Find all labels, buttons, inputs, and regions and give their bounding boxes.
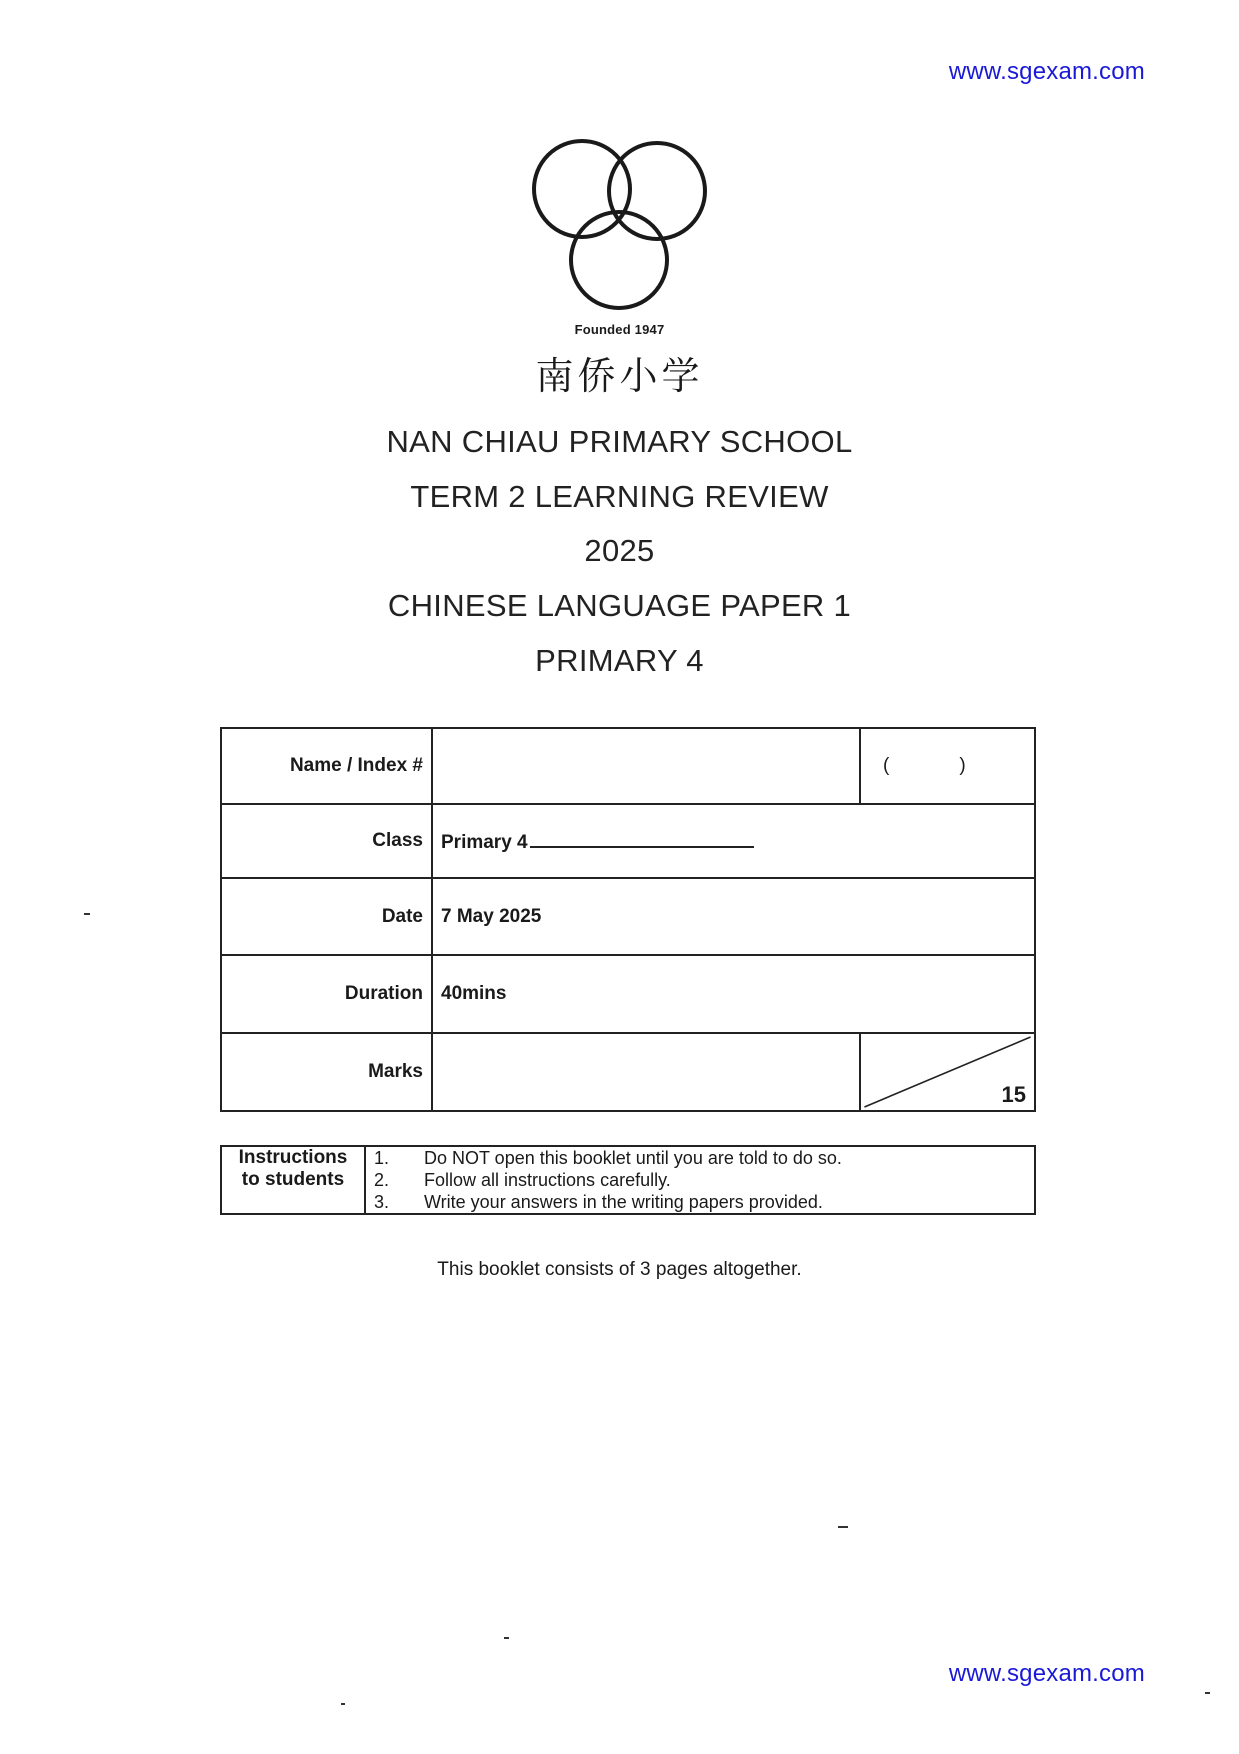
instruction-item — [374, 1147, 1034, 1169]
instructions-heading — [221, 1146, 365, 1214]
instructions-heading-line1: Instructions — [238, 1147, 348, 1168]
instruction-item — [374, 1191, 1034, 1213]
instruction-number: 3. — [374, 1192, 390, 1212]
page-count-note: This booklet consists of 3 pages altogether. — [437, 1259, 802, 1280]
instruction-text: Do NOT open this booklet until you are told to do so. — [424, 1148, 842, 1168]
scan-speck — [341, 1703, 345, 1705]
school-chinese-name: 南侨小学 — [535, 354, 704, 398]
marks-total: 15 — [1001, 1082, 1026, 1107]
instruction-number: 1. — [374, 1148, 390, 1168]
instruction-text: Write your answers in the writing papers provided. — [424, 1192, 823, 1212]
instructions-list — [365, 1146, 1035, 1214]
instructions-table — [220, 1145, 1036, 1215]
index-close-paren: ) — [959, 755, 966, 776]
index-number-field[interactable] — [860, 728, 1035, 804]
duration-label: Duration — [221, 955, 432, 1033]
duration-value: 40mins — [432, 955, 1035, 1033]
founded-year: Founded 1947 — [574, 322, 665, 337]
watermark-link-top[interactable]: www.sgexam.com — [948, 58, 1145, 85]
marks-blank — [432, 1033, 860, 1111]
exam-title: TERM 2 LEARNING REVIEW — [410, 479, 829, 514]
class-value: Primary 4 — [441, 832, 528, 853]
instructions-heading-line2: to students — [241, 1169, 345, 1190]
name-field[interactable] — [432, 728, 860, 804]
name-index-label: Name / Index # — [221, 728, 432, 804]
class-field[interactable] — [432, 804, 1035, 878]
level-title: PRIMARY 4 — [535, 643, 704, 678]
scan-speck — [838, 1526, 848, 1528]
instruction-text: Follow all instructions carefully. — [424, 1170, 671, 1190]
scan-speck — [504, 1637, 509, 1639]
instruction-item — [374, 1169, 1034, 1191]
scan-speck — [1205, 1692, 1210, 1694]
school-name: NAN CHIAU PRIMARY SCHOOL — [386, 424, 853, 459]
duration-row — [221, 955, 1035, 1033]
date-value: 7 May 2025 — [432, 878, 1035, 955]
class-blank-line — [530, 828, 754, 848]
class-row — [221, 804, 1035, 878]
index-open-paren: ( — [883, 755, 890, 776]
marks-score-box[interactable] — [860, 1033, 1035, 1111]
class-label: Class — [221, 804, 432, 878]
exam-year: 2025 — [584, 533, 655, 568]
marks-label: Marks — [221, 1033, 432, 1111]
school-logo — [518, 136, 728, 322]
name-row — [221, 728, 1035, 804]
student-info-table — [220, 727, 1036, 1112]
subject-title: CHINESE LANGUAGE PAPER 1 — [387, 588, 852, 623]
watermark-link-bottom[interactable]: www.sgexam.com — [948, 1660, 1145, 1687]
date-label: Date — [221, 878, 432, 955]
date-row — [221, 878, 1035, 955]
instruction-number: 2. — [374, 1170, 390, 1190]
three-rings-emblem-icon — [518, 136, 728, 322]
scan-speck — [84, 913, 90, 915]
marks-row — [221, 1033, 1035, 1111]
